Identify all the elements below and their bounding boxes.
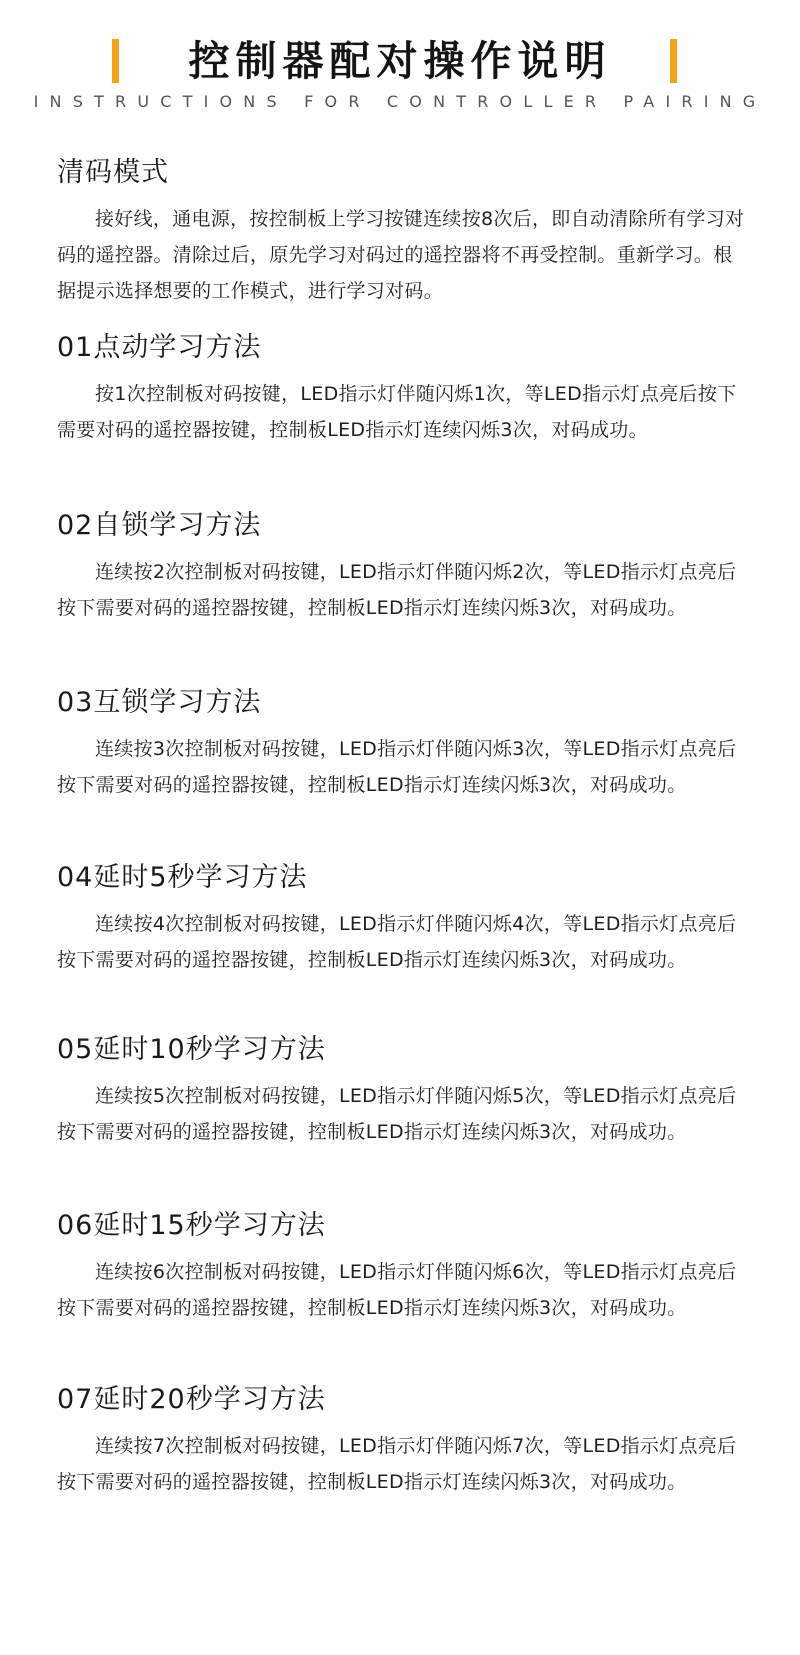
section-body: 连续按2次控制板对码按键，LED指示灯伴随闪烁2次，等LED指示灯点亮后按下需要对码的遥控器按键，控制板LED指示灯连续闪烁3次，对码成功。 — [57, 561, 737, 619]
section-self-lock-learning — [57, 508, 747, 626]
page-header — [0, 0, 800, 120]
section-clear-code-mode — [57, 155, 747, 309]
section-interlock-learning — [57, 685, 747, 803]
section-heading: 04延时5秒学习方法 — [57, 862, 308, 893]
section-delay-10s-learning — [57, 1032, 747, 1150]
section-heading: 05延时10秒学习方法 — [57, 1034, 326, 1065]
section-delay-15s-learning — [57, 1208, 747, 1326]
section-body: 连续按7次控制板对码按键，LED指示灯伴随闪烁7次，等LED指示灯点亮后按下需要对码的遥控器按键，控制板LED指示灯连续闪烁3次，对码成功。 — [57, 1435, 737, 1493]
section-momentary-learning — [57, 330, 747, 448]
page-subtitle: INSTRUCTIONS FOR CONTROLLER PAIRING — [33, 92, 767, 111]
section-body: 连续按6次控制板对码按键，LED指示灯伴随闪烁6次，等LED指示灯点亮后按下需要对码的遥控器按键，控制板LED指示灯连续闪烁3次，对码成功。 — [57, 1261, 737, 1319]
section-body: 连续按4次控制板对码按键，LED指示灯伴随闪烁4次，等LED指示灯点亮后按下需要对码的遥控器按键，控制板LED指示灯连续闪烁3次，对码成功。 — [57, 913, 737, 971]
section-heading: 01点动学习方法 — [57, 332, 262, 363]
section-heading: 03互锁学习方法 — [57, 687, 262, 718]
section-body: 按1次控制板对码按键，LED指示灯伴随闪烁1次，等LED指示灯点亮后按下需要对码的遥控器按键，控制板LED指示灯连续闪烁3次，对码成功。 — [57, 383, 737, 441]
section-heading: 清码模式 — [57, 157, 169, 188]
page-title: 控制器配对操作说明 — [188, 37, 612, 85]
section-delay-5s-learning — [57, 860, 747, 978]
section-heading: 07延时20秒学习方法 — [57, 1384, 326, 1415]
section-heading: 02自锁学习方法 — [57, 510, 262, 541]
section-delay-20s-learning — [57, 1382, 747, 1500]
section-body: 连续按5次控制板对码按键，LED指示灯伴随闪烁5次，等LED指示灯点亮后按下需要对码的遥控器按键，控制板LED指示灯连续闪烁3次，对码成功。 — [57, 1085, 737, 1143]
section-body: 连续按3次控制板对码按键，LED指示灯伴随闪烁3次，等LED指示灯点亮后按下需要对码的遥控器按键，控制板LED指示灯连续闪烁3次，对码成功。 — [57, 738, 737, 796]
section-heading: 06延时15秒学习方法 — [57, 1210, 326, 1241]
section-body: 接好线，通电源，按控制板上学习按键连续按8次后，即自动清除所有学习对码的遥控器。清除过后，原先学习对码过的遥控器将不再受控制。重新学习。根据提示选择想要的工作模式，进行学习对码。 — [57, 208, 745, 302]
